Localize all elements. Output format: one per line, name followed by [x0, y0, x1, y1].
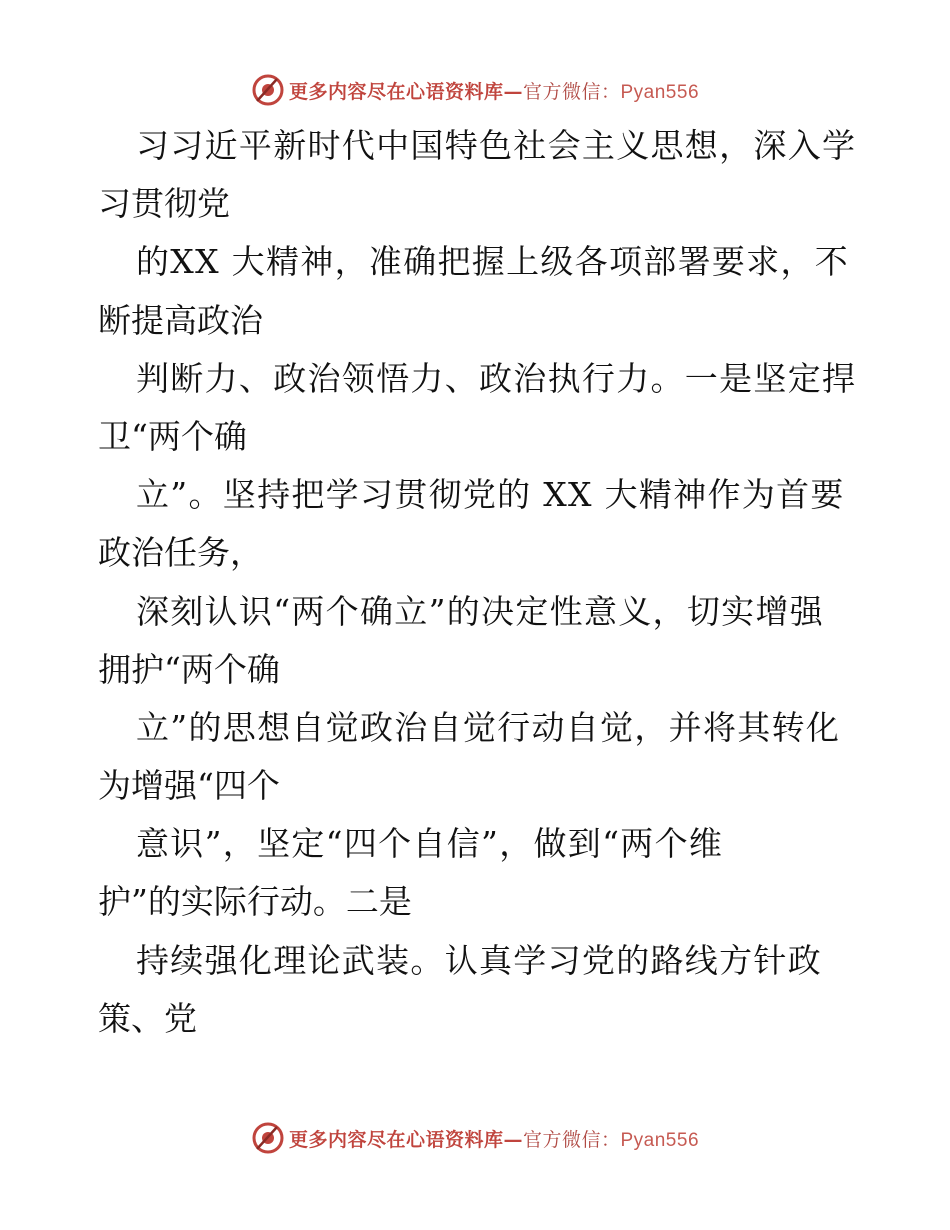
footer-text: [289, 1125, 699, 1152]
body-line: 护”的实际行动。二是: [98, 882, 412, 922]
body-line: 判断力、政治领悟力、政治执行力。一是坚定捍: [136, 358, 857, 398]
footer-wechat-label: 官方微信：: [522, 1128, 621, 1151]
body-line: 习习近平新时代中国特色社会主义思想，深入学: [136, 126, 857, 165]
footer-separator: —: [503, 1128, 523, 1151]
body-line: 深刻认识“两个确立”的决定性意义，切实增强: [136, 591, 825, 631]
body-line: 拥护“两个确: [98, 649, 280, 689]
header-wechat-id: Pyan556: [620, 81, 700, 103]
footer-wechat-id: Pyan556: [620, 1129, 700, 1151]
document-body: [98, 117, 858, 1048]
body-line: 的XX 大精神，准确把握上级各项部署要求，不: [136, 242, 850, 282]
body-line: 立”的思想自觉政治自觉行动自觉，并将其转化: [136, 707, 841, 747]
header-wechat-label: 官方微信：: [522, 80, 621, 103]
brand-logo-icon: [251, 73, 285, 107]
body-line: 习贯彻党: [98, 184, 230, 224]
footer-brand: 更多内容尽在心语资料库: [288, 1128, 504, 1151]
body-line: 卫“两个确: [98, 416, 247, 456]
header-separator: —: [503, 80, 523, 103]
body-line: 立”。坚持把学习贯彻党的 XX 大精神作为首要: [136, 475, 845, 515]
header-banner: [0, 70, 950, 110]
body-line: 策、党: [98, 998, 197, 1038]
body-line: 为增强“四个: [98, 766, 280, 806]
footer-banner: [0, 1118, 950, 1158]
header-brand: 更多内容尽在心语资料库: [288, 80, 504, 103]
brand-logo-icon: [251, 1121, 285, 1155]
header-text: [289, 77, 699, 104]
body-line: 政治任务，: [98, 533, 263, 573]
body-line: 意识”，坚定“四个自信”，做到“两个维: [136, 824, 724, 864]
body-line: 持续强化理论武装。认真学习党的路线方针政: [136, 940, 822, 980]
body-line: 断提高政治: [98, 300, 263, 340]
